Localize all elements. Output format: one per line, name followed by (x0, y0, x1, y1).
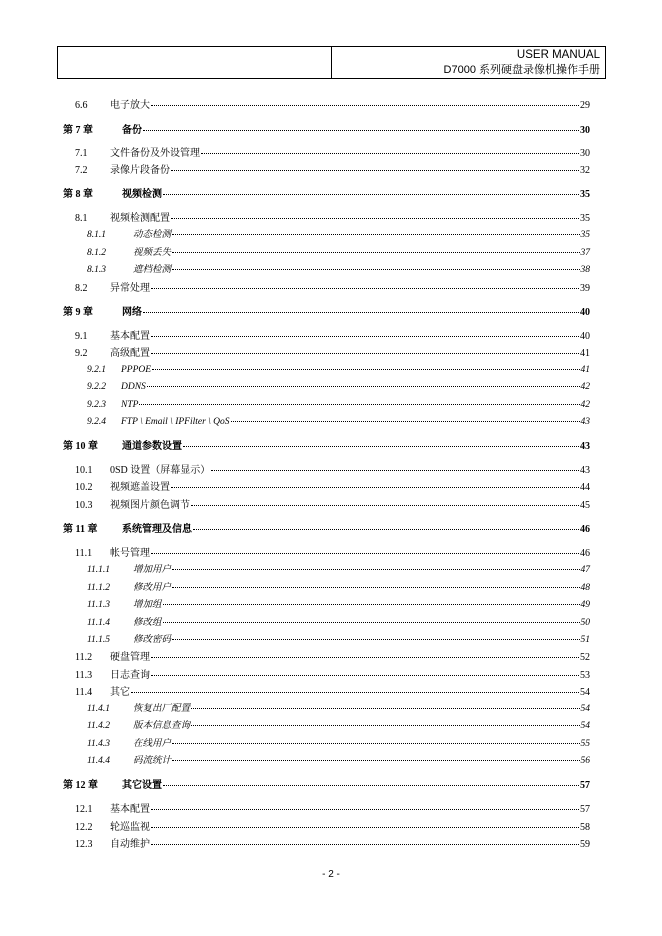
toc-entry-number: 第 11 章 (63, 524, 98, 535)
toc-entry-number: 6.6 (75, 100, 88, 111)
toc-entry-title: 其它 (110, 687, 130, 698)
toc-entry-title: 视频检测配置 (110, 213, 170, 224)
toc-entry-title: 自动维护 (110, 839, 150, 850)
toc-entry-number: 第 10 章 (63, 441, 98, 452)
toc-entry[interactable] (75, 464, 590, 477)
toc-dot-leader (172, 234, 579, 235)
toc-entry-title: 其它设置 (122, 780, 162, 791)
toc-entry-title: PPPOE (121, 365, 152, 375)
toc-entry-page: 40 (580, 331, 590, 342)
toc-entry[interactable] (87, 247, 590, 260)
toc-entry-number: 12.1 (75, 804, 93, 815)
toc-entry-page: 39 (580, 283, 590, 294)
toc-entry-number: 8.1.3 (87, 265, 106, 275)
toc-entry-page: 43 (580, 441, 590, 452)
toc-entry-number: 11.1.2 (87, 583, 111, 593)
toc-entry[interactable] (63, 188, 590, 201)
toc-dot-leader (193, 529, 579, 530)
toc-entry[interactable] (75, 547, 590, 560)
toc-dot-leader (231, 421, 580, 422)
toc-entry-number: 9.2.2 (87, 382, 106, 392)
toc-entry-title: 视频丢失 (133, 248, 172, 258)
toc-entry-title: 修改组 (133, 618, 162, 628)
toc-entry-title: 遮档检测 (133, 265, 172, 275)
toc-entry[interactable] (87, 738, 590, 751)
toc-dot-leader (172, 743, 579, 744)
toc-dot-leader (151, 657, 579, 658)
toc-dot-leader (211, 470, 579, 471)
toc-dot-leader (171, 170, 579, 171)
toc-entry-title: 电子放大 (110, 100, 150, 111)
toc-dot-leader (163, 785, 579, 786)
toc-entry[interactable] (75, 686, 590, 699)
toc-entry-title: 异常处理 (110, 283, 150, 294)
toc-entry-page: 46 (580, 524, 590, 535)
toc-entry-number: 11.1.4 (87, 618, 111, 628)
toc-entry-page: 43 (580, 465, 590, 476)
toc-entry-page: 50 (580, 618, 590, 628)
toc-entry[interactable] (87, 564, 590, 577)
toc-entry-page: 37 (580, 248, 590, 258)
toc-dot-leader (151, 827, 579, 828)
toc-dot-leader (201, 153, 579, 154)
toc-entry-title: 动态检测 (133, 230, 172, 240)
toc-dot-leader (191, 708, 579, 709)
toc-entry-page: 41 (580, 348, 590, 359)
toc-entry-page: 54 (580, 687, 590, 698)
toc-entry-page: 41 (580, 365, 590, 375)
toc-entry[interactable] (75, 669, 590, 682)
toc-entry-page: 57 (580, 804, 590, 815)
toc-entry-number: 10.3 (75, 500, 93, 511)
toc-entry[interactable] (87, 582, 590, 595)
toc-entry[interactable] (75, 838, 590, 851)
toc-entry-title: 修改用户 (133, 583, 172, 593)
toc-entry[interactable] (87, 381, 590, 394)
toc-dot-leader (151, 105, 579, 106)
toc-entry-number: 第 8 章 (63, 189, 93, 200)
toc-entry[interactable] (75, 282, 590, 295)
toc-entry[interactable] (87, 720, 590, 733)
toc-dot-leader (191, 725, 579, 726)
toc-dot-leader (151, 675, 579, 676)
header-title: USER MANUAL (516, 48, 600, 61)
toc-dot-leader (147, 386, 580, 387)
toc-entry-page: 48 (580, 583, 590, 593)
toc-entry-number: 第 12 章 (63, 780, 98, 791)
toc-entry-title: 网络 (122, 307, 142, 318)
toc-entry-number: 10.1 (75, 465, 93, 476)
toc-entry-page: 57 (580, 780, 590, 791)
toc-entry-number: 11.4.3 (87, 739, 111, 749)
toc-entry-number: 9.2 (75, 348, 88, 359)
toc-dot-leader (172, 760, 579, 761)
toc-entry-title: 备份 (122, 125, 142, 136)
toc-entry[interactable] (63, 124, 590, 137)
toc-entry-page: 44 (580, 482, 590, 493)
toc-dot-leader (171, 487, 579, 488)
toc-entry-title: 高级配置 (110, 348, 150, 359)
toc-dot-leader (172, 569, 579, 570)
toc-entry-title: 视频遮盖设置 (110, 482, 170, 493)
toc-entry-title: NTP (121, 400, 139, 410)
toc-entry-title: 恢复出厂配置 (133, 704, 191, 714)
toc-entry-number: 11.3 (75, 670, 93, 681)
toc-entry-page: 35 (580, 230, 590, 240)
toc-entry[interactable] (75, 347, 590, 360)
toc-entry-page: 46 (580, 548, 590, 559)
toc-entry[interactable] (87, 229, 590, 242)
toc-entry-page: 52 (580, 652, 590, 663)
toc-entry[interactable] (75, 99, 590, 112)
toc-entry-number: 9.2.3 (87, 400, 106, 410)
toc-entry[interactable] (75, 481, 590, 494)
toc-entry[interactable] (87, 416, 590, 429)
toc-entry-number: 8.1.1 (87, 230, 106, 240)
toc-entry-page: 40 (580, 307, 590, 318)
toc-dot-leader (131, 692, 579, 693)
header-subtitle: D7000 系列硬盘录像机操作手册 (443, 63, 600, 76)
toc-entry-title: 码流统计 (133, 756, 172, 766)
toc-entry[interactable] (87, 264, 590, 277)
toc-entry-title: 帐号管理 (110, 548, 150, 559)
toc-entry-number: 11.4.1 (87, 704, 111, 714)
toc-dot-leader (151, 353, 579, 354)
toc-entry-number: 11.4 (75, 687, 93, 698)
toc-entry[interactable] (87, 617, 590, 630)
toc-entry-number: 12.2 (75, 822, 93, 833)
toc-entry[interactable] (63, 306, 590, 319)
toc-dot-leader (171, 218, 579, 219)
toc-entry-title: 轮巡监视 (110, 822, 150, 833)
toc-entry[interactable] (87, 755, 590, 768)
toc-dot-leader (151, 844, 579, 845)
toc-entry-page: 35 (580, 189, 590, 200)
toc-entry-title: 视频图片颜色调节 (110, 500, 190, 511)
toc-entry-number: 11.1.1 (87, 565, 111, 575)
toc-entry-number: 8.1 (75, 213, 88, 224)
toc-dot-leader (143, 130, 579, 131)
toc-entry-page: 56 (580, 756, 590, 766)
toc-entry[interactable] (87, 634, 590, 647)
toc-entry[interactable] (75, 821, 590, 834)
toc-dot-leader (151, 336, 579, 337)
toc-entry[interactable] (75, 803, 590, 816)
toc-entry[interactable] (75, 212, 590, 225)
toc-entry-number: 第 9 章 (63, 307, 93, 318)
toc-entry-number: 9.1 (75, 331, 88, 342)
toc-entry-page: 47 (580, 565, 590, 575)
toc-entry[interactable] (75, 499, 590, 512)
toc-entry-number: 7.2 (75, 165, 88, 176)
toc-entry-title: 通道参数设置 (122, 441, 182, 452)
toc-dot-leader (151, 288, 579, 289)
toc-entry-page: 49 (580, 600, 590, 610)
toc-entry-number: 9.2.1 (87, 365, 106, 375)
page-number: - 2 - (322, 869, 340, 880)
toc-entry-title: 0SD 设置（屏幕显示） (110, 465, 211, 476)
toc-entry-title: 基本配置 (110, 804, 150, 815)
toc-entry-page: 54 (580, 704, 590, 714)
toc-entry-page: 58 (580, 822, 590, 833)
toc-entry-title: 系统管理及信息 (122, 524, 192, 535)
toc-entry-page: 38 (580, 265, 590, 275)
toc-entry-number: 11.1.5 (87, 635, 111, 645)
toc-entry[interactable] (87, 364, 590, 377)
toc-entry-title: 版本信息查询 (133, 721, 191, 731)
toc-dot-leader (172, 587, 579, 588)
toc-entry-page: 29 (580, 100, 590, 111)
toc-entry-page: 42 (580, 382, 590, 392)
toc-entry-page: 45 (580, 500, 590, 511)
toc-entry[interactable] (87, 399, 590, 412)
toc-dot-leader (151, 809, 579, 810)
toc-dot-leader (172, 252, 579, 253)
toc-entry-title: DDNS (121, 382, 146, 392)
toc-entry-page: 55 (580, 739, 590, 749)
toc-entry-title: 在线用户 (133, 739, 172, 749)
toc-entry-page: 51 (580, 635, 590, 645)
toc-entry-page: 43 (580, 417, 590, 427)
toc-entry[interactable] (63, 523, 590, 536)
toc-entry-number: 11.1 (75, 548, 93, 559)
toc-dot-leader (172, 639, 579, 640)
toc-dot-leader (139, 404, 579, 405)
toc-dot-leader (163, 194, 579, 195)
toc-entry-number: 7.1 (75, 148, 88, 159)
toc-entry-page: 53 (580, 670, 590, 681)
toc-dot-leader (172, 269, 579, 270)
toc-entry[interactable] (75, 651, 590, 664)
toc-entry[interactable] (63, 779, 590, 792)
toc-entry-number: 10.2 (75, 482, 93, 493)
toc-entry[interactable] (87, 703, 590, 716)
toc-entry-page: 54 (580, 721, 590, 731)
toc-entry-page: 59 (580, 839, 590, 850)
toc-dot-leader (152, 369, 579, 370)
toc-entry-number: 第 7 章 (63, 125, 93, 136)
toc-dot-leader (143, 312, 579, 313)
toc-entry[interactable] (75, 147, 590, 160)
toc-entry-title: 增加组 (133, 600, 162, 610)
toc-entry-number: 12.3 (75, 839, 93, 850)
toc-dot-leader (163, 622, 580, 623)
toc-entry-number: 11.1.3 (87, 600, 111, 610)
toc-entry-title: 增加用户 (133, 565, 172, 575)
toc-entry-title: 基本配置 (110, 331, 150, 342)
toc-entry-number: 8.1.2 (87, 248, 106, 258)
toc-entry[interactable] (75, 330, 590, 343)
toc-entry-title: 日志查询 (110, 670, 150, 681)
toc-entry[interactable] (87, 599, 590, 612)
toc-entry-page: 35 (580, 213, 590, 224)
toc-dot-leader (151, 553, 579, 554)
toc-entry-page: 30 (580, 148, 590, 159)
toc-entry-title: 视频检测 (122, 189, 162, 200)
toc-entry-number: 11.2 (75, 652, 93, 663)
toc-entry-number: 11.4.2 (87, 721, 111, 731)
toc-dot-leader (191, 505, 579, 506)
toc-entry[interactable] (63, 440, 590, 453)
toc-entry-number: 8.2 (75, 283, 88, 294)
toc-entry-title: 录像片段备份 (110, 165, 170, 176)
toc-entry-number: 9.2.4 (87, 417, 106, 427)
toc-dot-leader (163, 604, 580, 605)
toc-entry[interactable] (75, 164, 590, 177)
toc-entry-number: 11.4.4 (87, 756, 111, 766)
toc-entry-title: 修改密码 (133, 635, 172, 645)
toc-entry-title: 文件备份及外设管理 (110, 148, 200, 159)
toc-entry-title: 硬盘管理 (110, 652, 150, 663)
toc-dot-leader (183, 446, 579, 447)
toc-entry-title: FTP \ Email \ IPFilter \ QoS (121, 417, 230, 427)
toc-entry-page: 30 (580, 125, 590, 136)
toc-entry-page: 32 (580, 165, 590, 176)
toc-entry-page: 42 (580, 400, 590, 410)
